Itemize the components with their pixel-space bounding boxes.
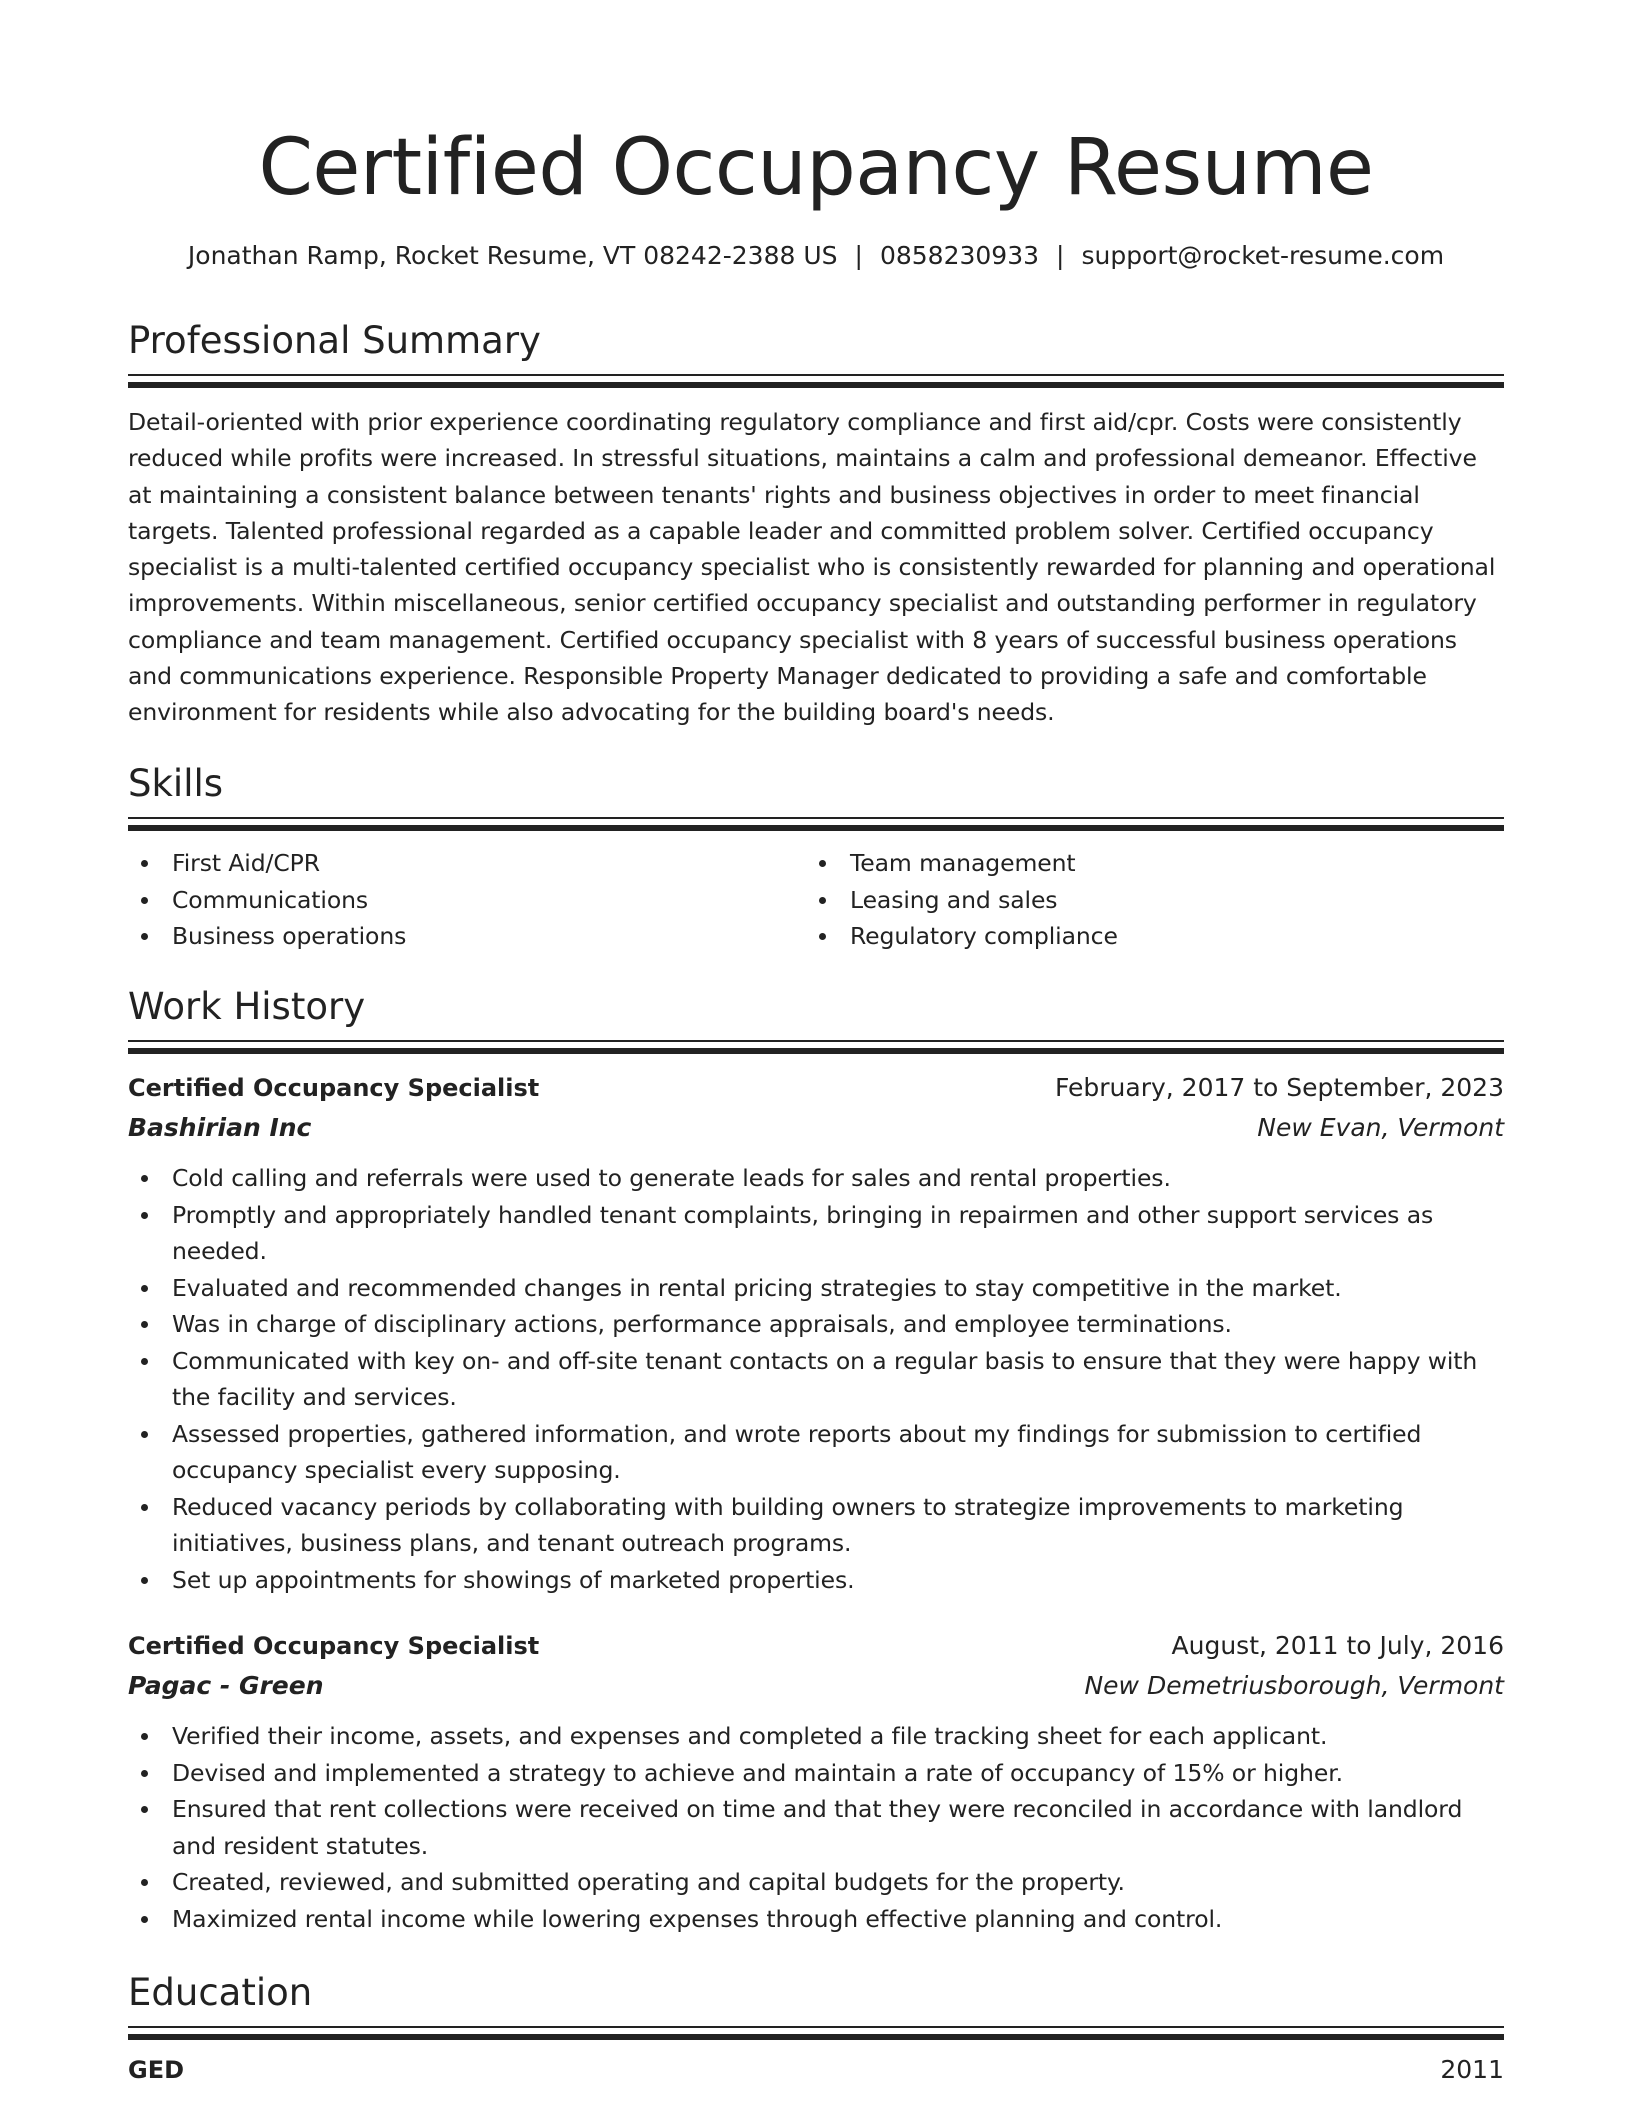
job-bullet: Communicated with key on- and off-site tenant contacts on a regular basis to ensure that they were happy with the facility and services. [128, 1343, 1504, 1416]
skill-item: First Aid/CPR [128, 845, 806, 882]
skill-item: Communications [128, 882, 806, 919]
skill-item: Leasing and sales [806, 882, 1484, 919]
job-title: Certified Occupancy Specialist [128, 1632, 540, 1660]
bullet-dot [141, 1577, 148, 1584]
summary-section [128, 318, 1504, 731]
education-entry [128, 2050, 1504, 2090]
job-bullet: Set up appointments for showings of marketed properties. [128, 1562, 1504, 1599]
job-subheader [128, 1108, 1504, 1148]
skill-item: Team management [806, 845, 1484, 882]
job-location: New Evan, Vermont [1257, 1113, 1504, 1142]
bullet-dot [141, 1879, 148, 1886]
bullet-dot [141, 1358, 148, 1365]
section-heading-skills: Skills [128, 762, 224, 805]
bullet-dot [141, 1212, 148, 1219]
job-bullet: Assessed properties, gathered information, and wrote reports about my findings for submission to certified occupancy specialist every supposing. [128, 1416, 1504, 1489]
education-year: 2011 [1440, 2055, 1504, 2084]
contact-line [128, 238, 1504, 274]
job-bullet: Verified their income, assets, and expenses and completed a file tracking sheet for each applicant. [128, 1718, 1504, 1755]
bullet-dot [141, 1175, 148, 1182]
skills-section [128, 761, 1504, 955]
bullet-dot [141, 1770, 148, 1777]
job-bullet: Reduced vacancy periods by collaborating with building owners to strategize improvements to marketing initiatives, business plans, and tenant outreach programs. [128, 1489, 1504, 1562]
job-bullets [128, 1160, 1504, 1598]
section-heading-education: Education [128, 1971, 313, 2014]
skills-column-left [128, 845, 806, 955]
job-bullet: Promptly and appropriately handled tenant complaints, bringing in repairmen and other support services as needed. [128, 1197, 1504, 1270]
resume-title: Certified Occupancy Resume [258, 123, 1374, 213]
section-divider [128, 382, 1504, 388]
summary-text: Detail-oriented with prior experience coordinating regulatory compliance and first aid/cpr. Costs were consistently reduced while profits were increased. In stressful situations, maintains a calm and professional demeanor. Effective at maintaining a consistent balance between tenants' rights and business objectives in order to meet financial targets. Talented professional regarded as a capable leader and committed problem solver. Certified occupancy specialist is a multi-talented certified occupancy specialist who is consistently rewarded for planning and operational improvements. Within miscellaneous, senior certified occupancy specialist and outstanding performer in regulatory compliance and team management. Certified occupancy specialist with 8 years of successful business operations and communications experience. Responsible Property Manager dedicated to providing a safe and comfortable environment for residents while also advocating for the building board's needs. [128, 408, 1496, 727]
education-section [128, 1970, 1504, 2090]
section-divider [128, 2026, 1504, 2028]
job-dates: August, 2011 to July, 2016 [1171, 1631, 1504, 1660]
job-company: Pagac - Green [128, 1671, 324, 1700]
section-divider [128, 817, 1504, 819]
job-bullet: Ensured that rent collections were received on time and that they were reconciled in accordance with landlord and resident statutes. [128, 1791, 1504, 1864]
contact-separator: | [1056, 241, 1065, 270]
bullet-dot [141, 1504, 148, 1511]
bullet-dot [141, 1806, 148, 1813]
job-bullets [128, 1718, 1504, 1937]
bullet-dot [141, 1733, 148, 1740]
contact-email: support@rocket-resume.com [1081, 241, 1445, 270]
bullet-dot [141, 1321, 148, 1328]
skill-item: Regulatory compliance [806, 918, 1484, 955]
bullet-dot [141, 1431, 148, 1438]
job-title: Certified Occupancy Specialist [128, 1074, 540, 1102]
education-degree: GED [128, 2056, 185, 2084]
job-bullet: Was in charge of disciplinary actions, performance appraisals, and employee terminations. [128, 1306, 1504, 1343]
work-history-section [128, 984, 1504, 1937]
section-heading-work: Work History [128, 985, 366, 1028]
job-bullet: Cold calling and referrals were used to generate leads for sales and rental properties. [128, 1160, 1504, 1197]
contact-phone: 0858230933 [879, 241, 1040, 270]
section-divider [128, 1048, 1504, 1054]
job-header [128, 1626, 1504, 1666]
job-bullet: Devised and implemented a strategy to achieve and maintain a rate of occupancy of 15% or higher. [128, 1755, 1504, 1792]
job-bullet: Created, reviewed, and submitted operating and capital budgets for the property. [128, 1864, 1504, 1901]
section-heading-summary: Professional Summary [128, 319, 541, 362]
skills-grid [128, 845, 1504, 955]
job-entry [128, 1626, 1504, 1937]
job-bullet: Maximized rental income while lowering expenses through effective planning and control. [128, 1901, 1504, 1938]
job-company: Bashirian Inc [128, 1113, 312, 1142]
section-divider [128, 2034, 1504, 2040]
job-bullet: Evaluated and recommended changes in rental pricing strategies to stay competitive in the market. [128, 1270, 1504, 1307]
bullet-dot [141, 933, 148, 940]
skill-item: Business operations [128, 918, 806, 955]
bullet-dot [141, 1285, 148, 1292]
bullet-dot [141, 860, 148, 867]
bullet-dot [819, 933, 826, 940]
contact-address: Jonathan Ramp, Rocket Resume, VT 08242-2388 US [187, 241, 838, 270]
section-divider [128, 374, 1504, 376]
bullet-dot [819, 897, 826, 904]
job-entry [128, 1068, 1504, 1598]
section-divider [128, 825, 1504, 831]
skills-column-right [806, 845, 1484, 955]
section-divider [128, 1040, 1504, 1042]
job-location: New Demetriusborough, Vermont [1084, 1671, 1504, 1700]
bullet-dot [141, 1916, 148, 1923]
job-dates: February, 2017 to September, 2023 [1055, 1073, 1504, 1102]
bullet-dot [141, 897, 148, 904]
job-subheader [128, 1666, 1504, 1706]
contact-separator: | [854, 241, 863, 270]
job-header [128, 1068, 1504, 1108]
bullet-dot [819, 860, 826, 867]
